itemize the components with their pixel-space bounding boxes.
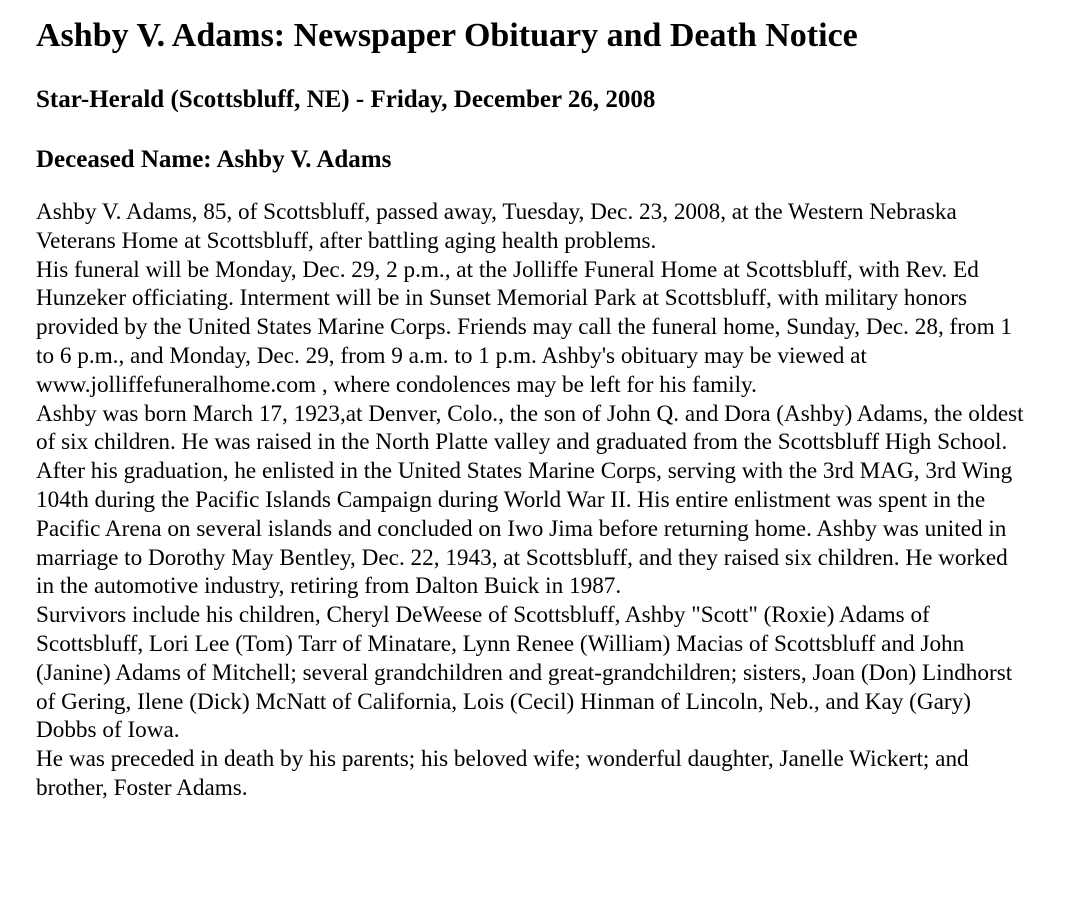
obituary-paragraph: He was preceded in death by his parents; his beloved wife; wonderful daughter, Janelle Wickert; and brother, Foster Adams.: [36, 746, 969, 801]
obituary-paragraph: Ashby was born March 17, 1923,at Denver, Colo., the son of John Q. and Dora (Ashby) Adams, the oldest of six children. He was raised in the North Platte valley and graduated from the Scottsbluff High School. After his graduation, he enlisted in the United States Marine Corps, serving with the 3rd MAG, 3rd Wing 104th during the Pacific Islands Campaign during World War II. His entire enlistment was spent in the Pacific Arena on several islands and concluded on Iwo Jima before returning home. Ashby was united in marriage to Dorothy May Bentley, Dec. 22, 1943, at Scottsbluff, and they raised six children. He worked in the automotive industry, retiring from Dalton Buick in 1987.: [36, 400, 1024, 600]
obituary-paragraph: Ashby V. Adams, 85, of Scottsbluff, passed away, Tuesday, Dec. 23, 2008, at the Western Nebraska Veterans Home at Scottsbluff, after battling aging health problems.: [36, 199, 957, 254]
page-title: Ashby V. Adams: Newspaper Obituary and Death Notice: [36, 17, 858, 54]
obituary-body: [36, 198, 1030, 803]
obituary-paragraph: Survivors include his children, Cheryl DeWeese of Scottsbluff, Ashby "Scott" (Roxie) Adams of Scottsbluff, Lori Lee (Tom) Tarr of Minatare, Lynn Renee (William) Macias of Scottsbluff and John (Janine) Adams of Mitchell; several grandchildren and great-grandchildren; sisters, Joan (Don) Lindhorst of Gering, Ilene (Dick) McNatt of California, Lois (Cecil) Hinman of Lincoln, Neb., and Kay (Gary) Dobbs of Iowa.: [36, 602, 1013, 744]
newspaper-source: Star-Herald (Scottsbluff, NE) - Friday, December 26, 2008: [36, 86, 656, 113]
obituary-paragraph: His funeral will be Monday, Dec. 29, 2 p.m., at the Jolliffe Funeral Home at Scottsbluff, with Rev. Ed Hunzeker officiating. Interment will be in Sunset Memorial Park at Scottsbluff, with military honors provided by the United States Marine Corps. Friends may call the funeral home, Sunday, Dec. 28, from 1 to 6 p.m., and Monday, Dec. 29, from 9 a.m. to 1 p.m. Ashby's obituary may be viewed at www.jolliffefuneralhome.com , where condolences may be left for his family.: [36, 256, 1013, 398]
deceased-name: Deceased Name: Ashby V. Adams: [36, 146, 392, 173]
